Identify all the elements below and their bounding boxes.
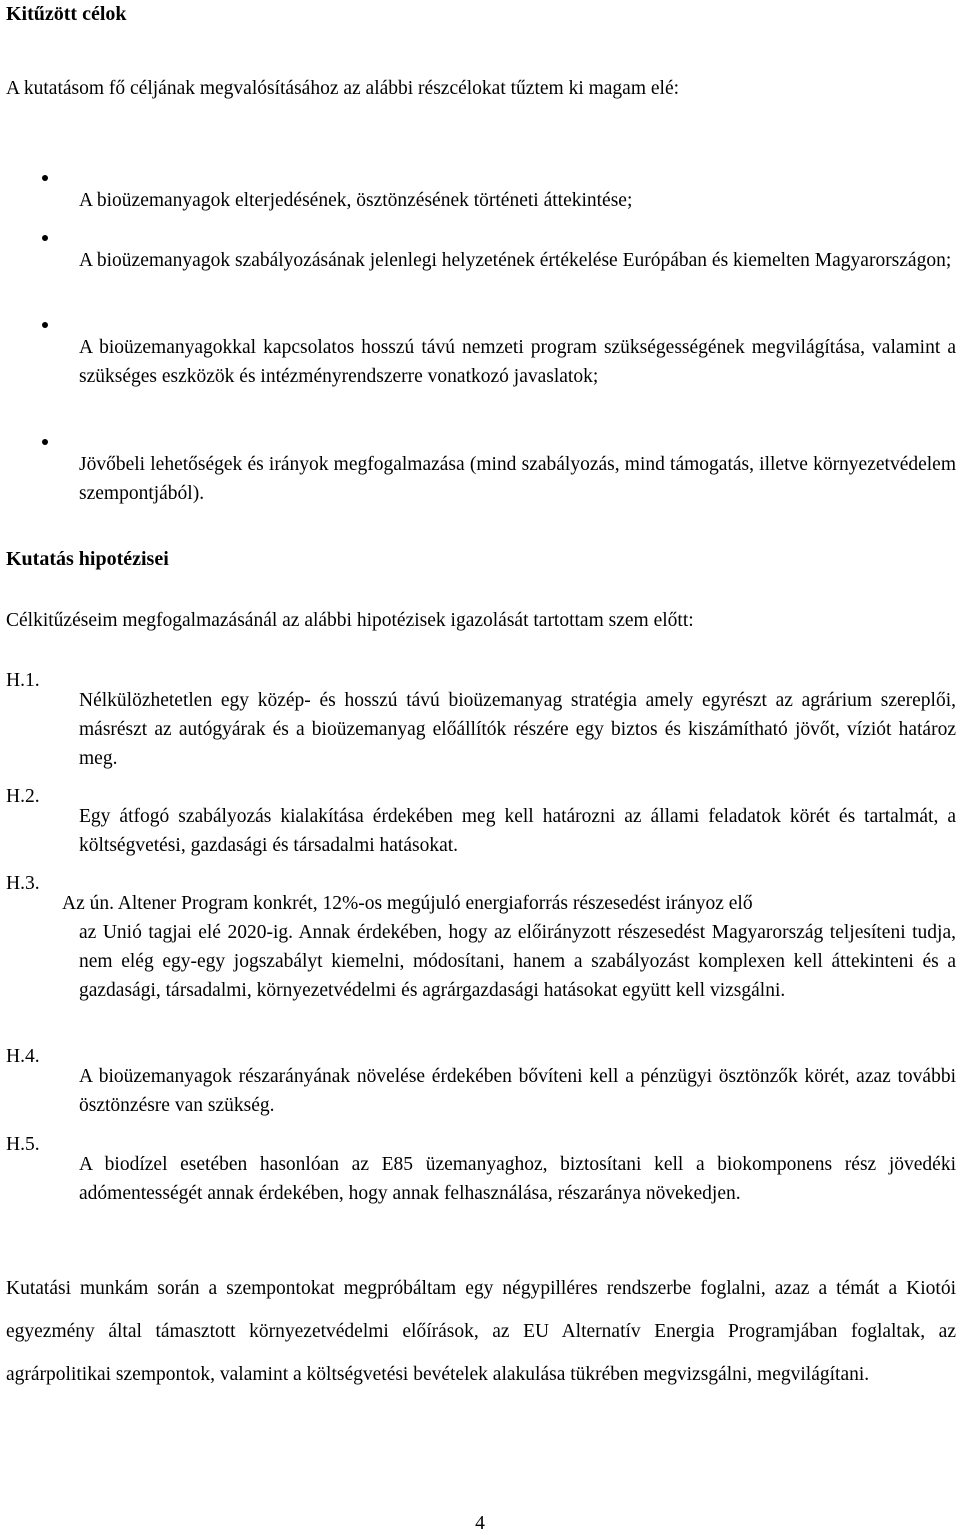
hypothesis-label: H.5. bbox=[6, 1134, 40, 1155]
hypothesis-text: A biodízel esetében hasonlóan az E85 üzemanyaghoz, biztosítani kell a biokomponens rész jövedéki adómentességét annak érdekében, hogy annak felhasználása, részaránya növekedjen. bbox=[79, 1153, 956, 1204]
closing-paragraph: Kutatási munkám során a szempontokat megpróbáltam egy négypilléres rendszerbe foglalni, azaz a témát a Kiotói egyezmény által támasztott környezetvédelmi előírások, az EU Alternatív Energia Programjában foglaltak, az agrárpolitikai szempontok, valamint a költségvetési bevételek alakulása tükrében megvizsgálni, megvilágítani. bbox=[6, 1278, 956, 1385]
hypothesis-text: az Unió tagjai elé 2020-ig. Annak érdekében, hogy az előirányzott részesedést Magyarország teljesíteni tudja, nem elég egy-egy jogszabályt kiemelni, módosítani, hanem a szabályozást komplexen kell áttekinteni és a gazdasági, társadalmi, környezetvédelmi és agrárgazdasági hatásokat együtt kell vizsgálni. bbox=[79, 921, 956, 1001]
section-title-goals: Kitűzött célok bbox=[6, 3, 127, 25]
bullet-text: Jövőbeli lehetőségek és irányok megfogalmazása (mind szabályozás, mind támogatás, illetve környezetvédelem szempontjából). bbox=[79, 453, 956, 504]
hypothesis-label: H.3. bbox=[6, 873, 40, 894]
bullet-text: A bioüzemanyagok elterjedésének, ösztönzésének történeti áttekintése; bbox=[79, 189, 633, 211]
bullet-text: A bioüzemanyagokkal kapcsolatos hosszú távú nemzeti program szükségességének megvilágítása, valamint a szükséges eszközök és intézményrendszerre vonatkozó javaslatok; bbox=[79, 336, 956, 387]
hypothesis-text-first-line: Az ún. Altener Program konkrét, 12%-os megújuló energiaforrás részesedést irányoz elő bbox=[62, 892, 753, 914]
page-number: 4 bbox=[475, 1513, 485, 1534]
hypothesis-text: Egy átfogó szabályozás kialakítása érdekében meg kell határozni az állami feladatok körét és tartalmát, a költségvetési, gazdasági és társadalmi hatásokat. bbox=[79, 805, 956, 856]
bullet-icon bbox=[42, 439, 48, 445]
bullet-icon bbox=[42, 322, 48, 328]
bullet-icon bbox=[42, 235, 48, 241]
hypothesis-label: H.1. bbox=[6, 670, 40, 691]
hypothesis-label: H.2. bbox=[6, 786, 40, 807]
bullet-text: A bioüzemanyagok szabályozásának jelenlegi helyzetének értékelése Európában és kiemelten Magyarországon; bbox=[79, 249, 952, 271]
hypothesis-text: A bioüzemanyagok részarányának növelése érdekében bővíteni kell a pénzügyi ösztönzők körét, azaz további ösztönzésre van szükség. bbox=[79, 1065, 956, 1116]
bullet-icon bbox=[42, 175, 48, 181]
hypothesis-text: Nélkülözhetetlen egy közép- és hosszú távú bioüzemanyag stratégia amely egyrészt az agrárium szereplői, másrészt az autógyárak és a bioüzemanyag előállítók részére egy biztos és kiszámítható jövőt, víziót határoz meg. bbox=[79, 689, 956, 769]
goals-intro: A kutatásom fő céljának megvalósításához az alábbi részcélokat tűztem ki magam elé: bbox=[6, 78, 680, 99]
hypotheses-intro: Célkitűzéseim megfogalmazásánál az alábbi hipotézisek igazolását tartottam szem előtt: bbox=[6, 610, 694, 631]
section-title-hypotheses: Kutatás hipotézisei bbox=[6, 548, 169, 570]
hypothesis-label: H.4. bbox=[6, 1046, 40, 1067]
